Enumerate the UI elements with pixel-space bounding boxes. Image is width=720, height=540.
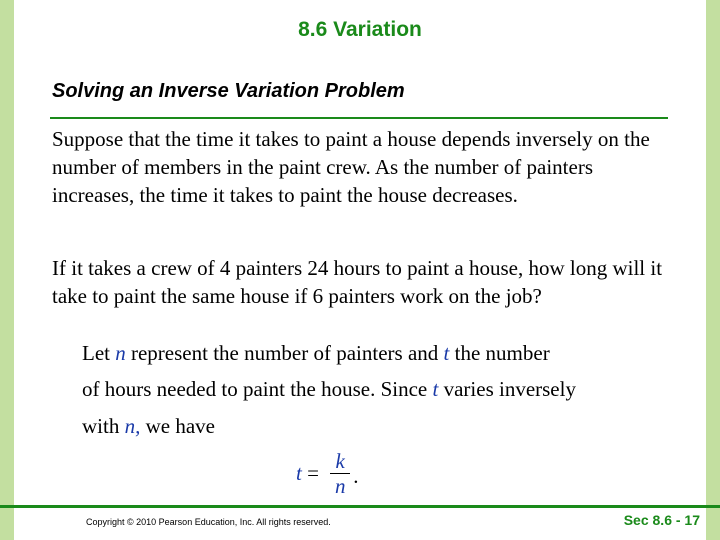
formula-lhs: t: [296, 461, 302, 485]
variable-n: n,: [124, 414, 141, 438]
text-segment: of hours needed to paint the house. Since: [82, 377, 433, 401]
variable-n: n: [115, 341, 126, 365]
solution-line-1: [82, 341, 682, 366]
problem-paragraph-2: If it takes a crew of 4 painters 24 hours to paint a house, how long will it take to paint the same house if 6 painters work on the job?: [52, 256, 663, 308]
solution-line-2: [82, 377, 682, 402]
fraction-denominator: n: [334, 474, 346, 498]
slide-number: Sec 8.6 - 17: [623, 512, 700, 528]
right-border: [706, 0, 720, 540]
text-segment: we have: [140, 414, 215, 438]
text-segment: with: [82, 414, 125, 438]
footer-divider: [0, 505, 720, 508]
text-segment: varies inversely: [438, 377, 576, 401]
section-heading: Solving an Inverse Variation Problem: [52, 80, 405, 102]
left-border: [0, 0, 14, 540]
text-segment: the number: [449, 341, 550, 365]
text-segment: Let: [82, 341, 116, 365]
fraction-numerator: k: [335, 449, 345, 473]
variable-t: t: [432, 377, 439, 401]
text-segment: represent the number of painters and: [125, 341, 444, 365]
problem-paragraph-1: Suppose that the time it takes to paint a house depends inversely on the number of members in the paint crew. As the number of painters increases, the time it takes to paint the house decreases.: [52, 127, 650, 207]
solution-line-3: [82, 414, 682, 439]
copyright-notice: Copyright © 2010 Pearson Education, Inc. All rights reserved.: [86, 517, 331, 527]
formula-equals: =: [301, 461, 325, 485]
variable-t: t: [443, 341, 450, 365]
formula-period: .: [353, 464, 359, 488]
inverse-variation-formula: [296, 450, 358, 497]
heading-divider: [50, 117, 668, 119]
slide-title: 8.6 Variation: [298, 18, 422, 41]
formula-fraction: [330, 450, 350, 497]
